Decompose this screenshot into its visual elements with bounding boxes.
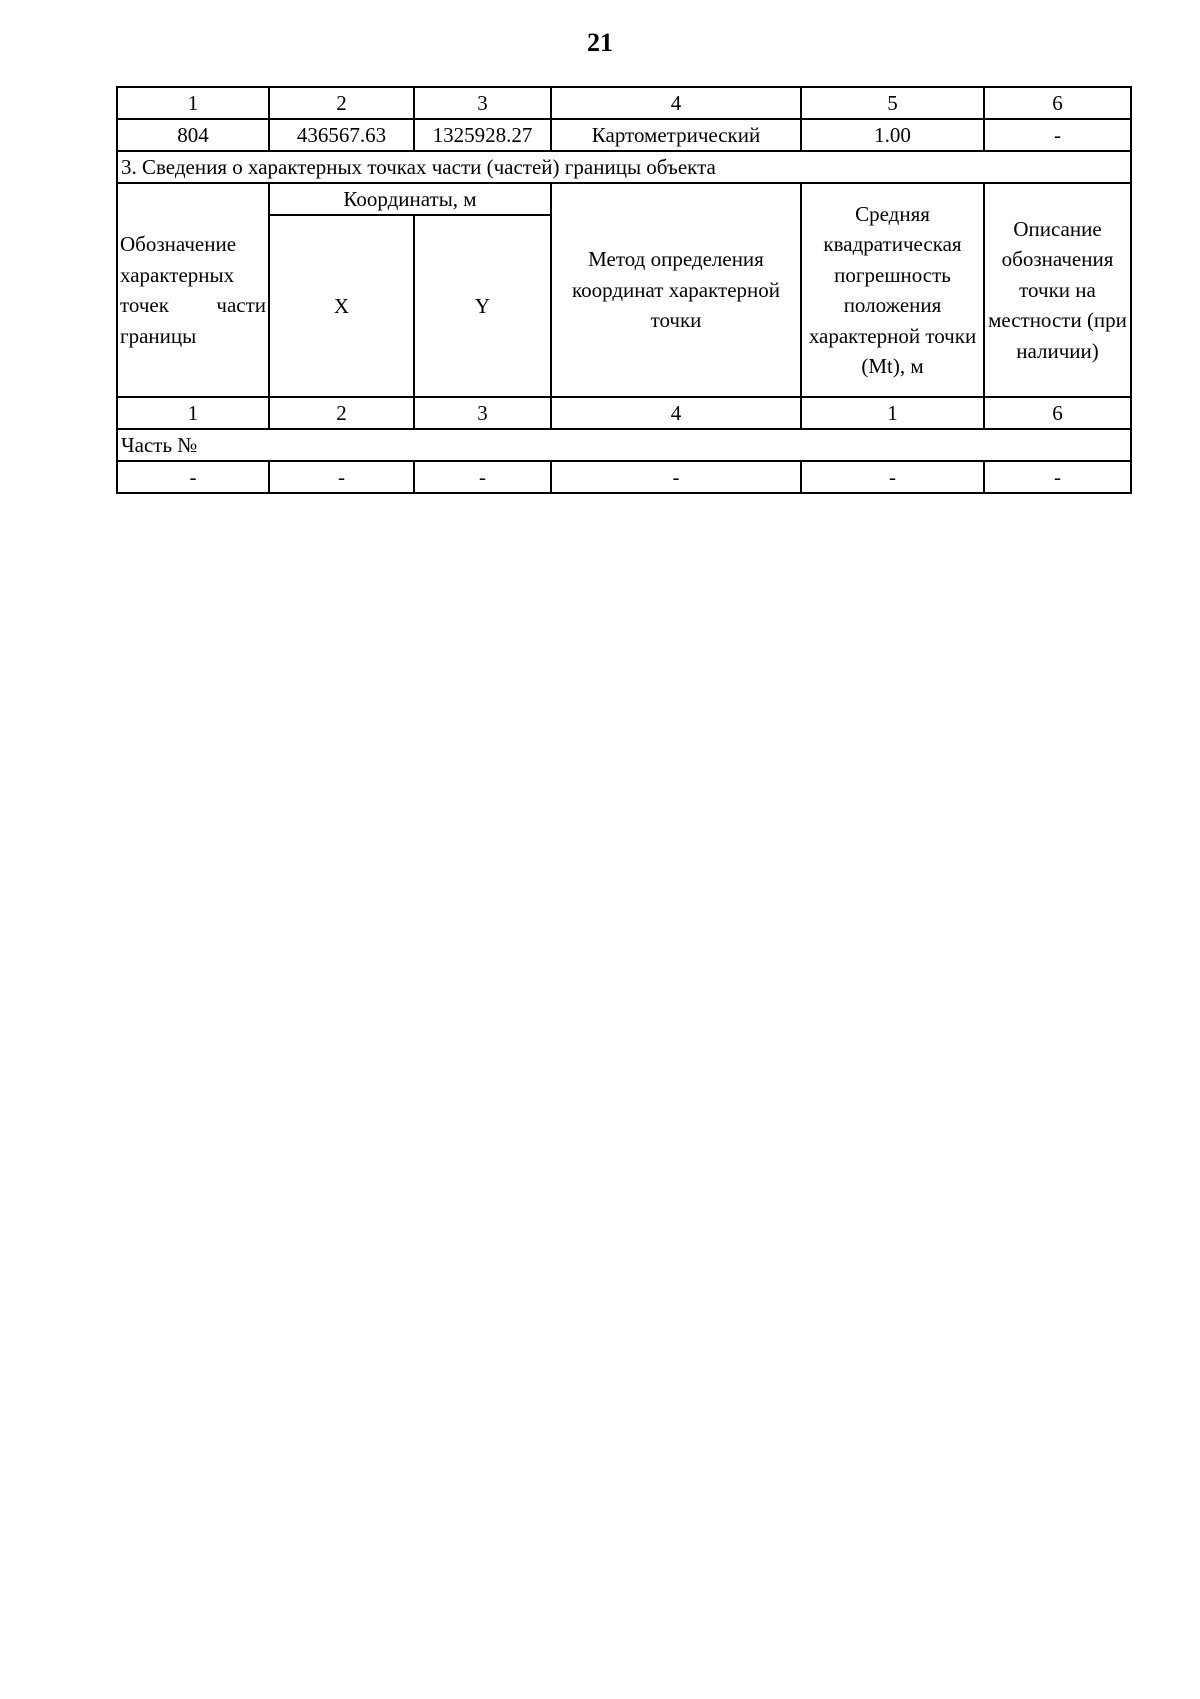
column-number: 4 xyxy=(551,397,801,429)
column-number: 6 xyxy=(984,87,1131,119)
table-row xyxy=(117,461,1131,493)
point-designation-cell: 804 xyxy=(117,119,269,151)
y-header: Y xyxy=(414,215,551,397)
empty-cell: - xyxy=(551,461,801,493)
point-designation-header: Обозначение характерных точек части границы xyxy=(117,183,269,397)
description-cell: - xyxy=(984,119,1131,151)
header-row xyxy=(117,183,1131,215)
column-number: 5 xyxy=(801,87,984,119)
x-coordinate-cell: 436567.63 xyxy=(269,119,414,151)
table-row xyxy=(117,119,1131,151)
section-title-row xyxy=(117,151,1131,183)
part-label: Часть № xyxy=(117,429,1131,461)
column-number: 1 xyxy=(117,397,269,429)
coordinates-header: Координаты, м xyxy=(269,183,551,215)
y-coordinate-cell: 1325928.27 xyxy=(414,119,551,151)
part-label-row xyxy=(117,429,1131,461)
column-number-row xyxy=(117,397,1131,429)
mean-error-header: Средняя квадратическая погрешность положения характерной точки (Mt), м xyxy=(801,183,984,397)
column-number: 4 xyxy=(551,87,801,119)
column-number: 2 xyxy=(269,397,414,429)
column-number: 2 xyxy=(269,87,414,119)
x-header: X xyxy=(269,215,414,397)
method-header: Метод определения координат характерной точки xyxy=(551,183,801,397)
empty-cell: - xyxy=(801,461,984,493)
point-description-header: Описание обозначения точки на местности (при наличии) xyxy=(984,183,1131,397)
column-number: 3 xyxy=(414,397,551,429)
column-number-row xyxy=(117,87,1131,119)
empty-cell: - xyxy=(984,461,1131,493)
column-number: 3 xyxy=(414,87,551,119)
empty-cell: - xyxy=(414,461,551,493)
empty-cell: - xyxy=(269,461,414,493)
section-title: 3. Сведения о характерных точках части (частей) границы объекта xyxy=(117,151,1131,183)
column-number: 1 xyxy=(801,397,984,429)
page-number: 21 xyxy=(587,28,613,57)
column-number: 6 xyxy=(984,397,1131,429)
column-number: 1 xyxy=(117,87,269,119)
method-cell: Картометрический xyxy=(551,119,801,151)
empty-cell: - xyxy=(117,461,269,493)
boundary-points-table xyxy=(116,86,1132,494)
mean-error-cell: 1.00 xyxy=(801,119,984,151)
